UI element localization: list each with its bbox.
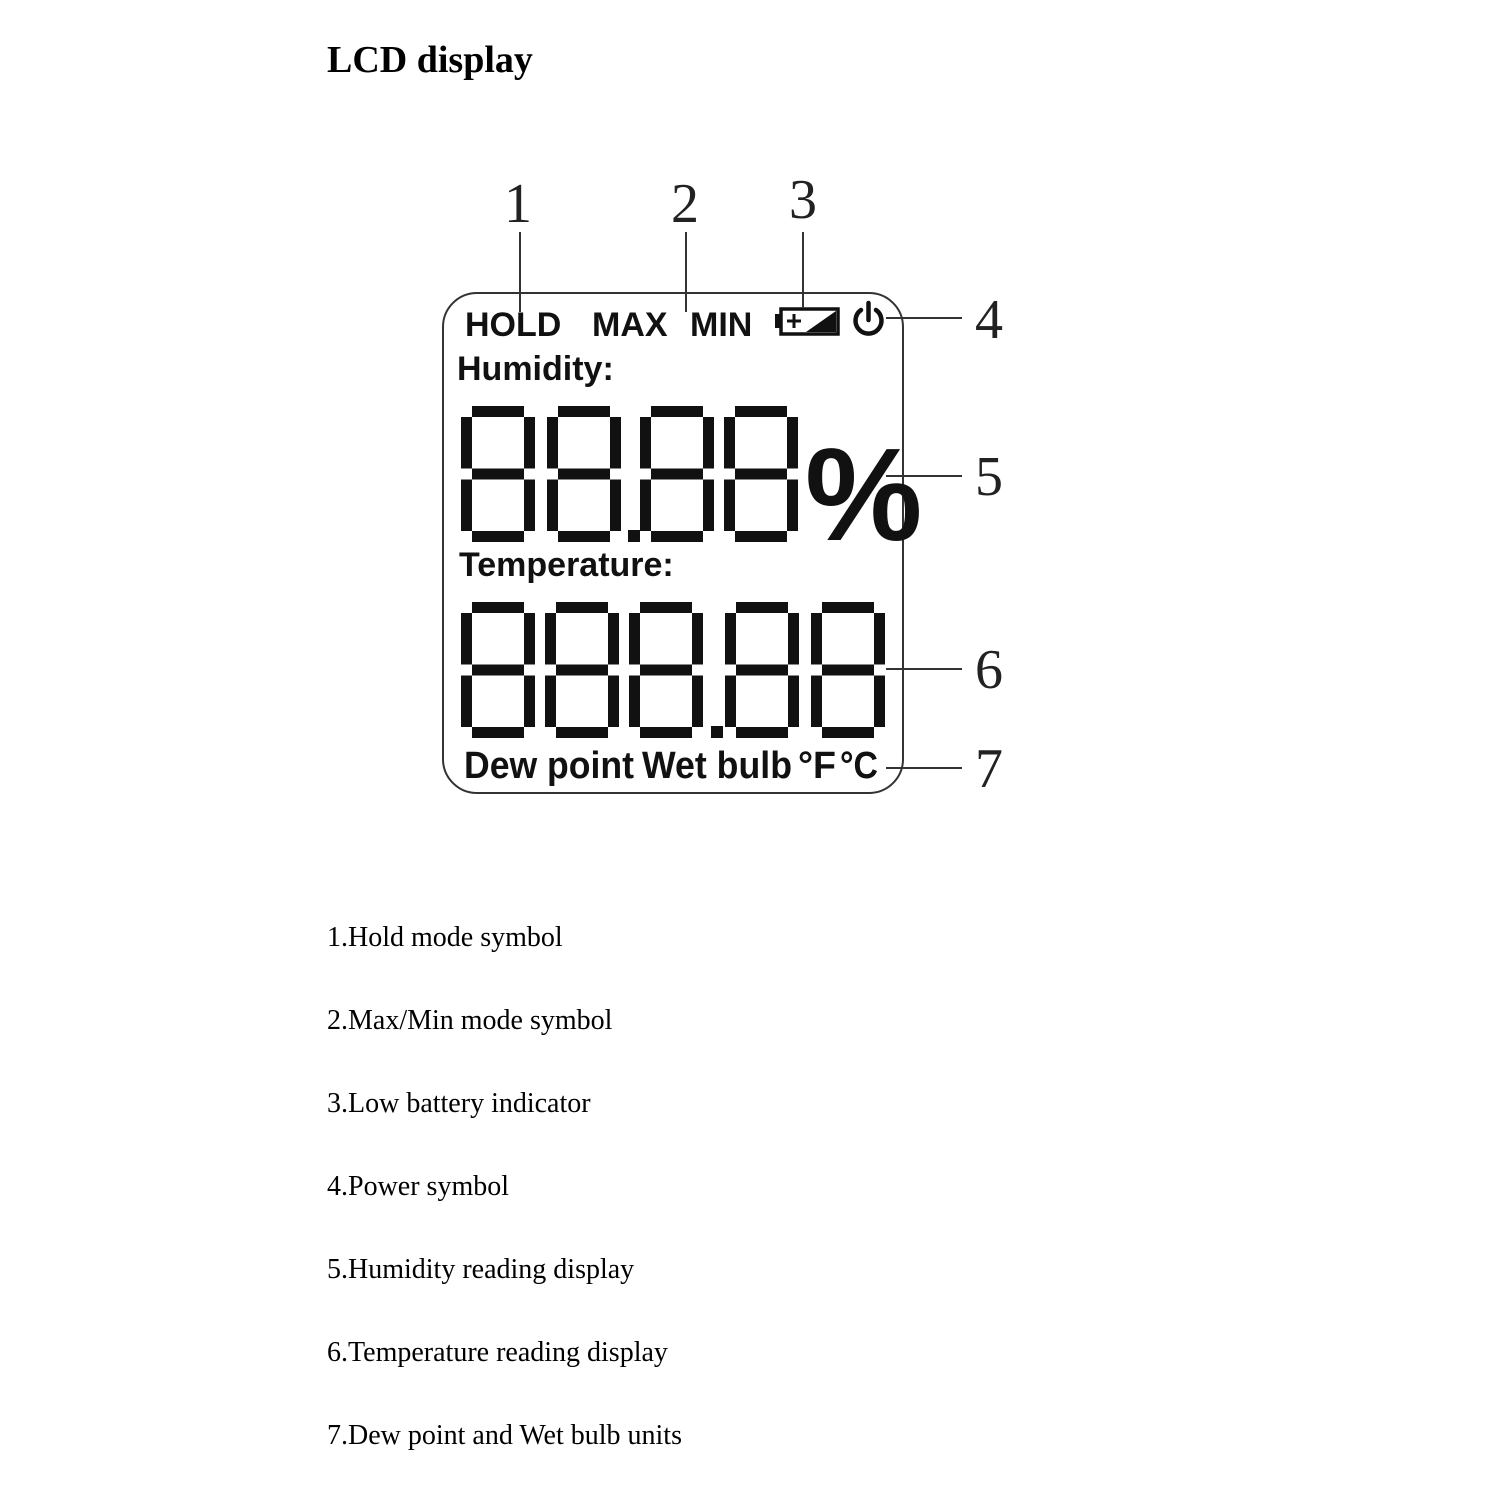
segment-b [524, 613, 535, 665]
callout-4: 4 [975, 289, 1003, 351]
segment-e [811, 676, 822, 728]
segment-e [629, 676, 640, 728]
segment-c [608, 676, 619, 728]
humidity-digit-1 [547, 406, 621, 542]
humidity-decimal-point [628, 530, 640, 542]
segment-g [735, 469, 787, 480]
segment-e [461, 480, 472, 532]
lcd-min-label: MIN [690, 306, 753, 344]
power-icon [856, 303, 882, 334]
temperature-digit-3 [725, 602, 799, 738]
segment-c [874, 676, 885, 728]
segment-f [461, 613, 472, 665]
segment-d [822, 727, 874, 738]
segment-f [629, 613, 640, 665]
segment-a [735, 406, 787, 417]
callout-6: 6 [975, 639, 1003, 701]
segment-c [788, 676, 799, 728]
segment-c [524, 480, 535, 532]
temperature-digit-4 [811, 602, 885, 738]
segment-g [558, 469, 610, 480]
lcd-temperature-label: Temperature: [459, 546, 674, 584]
segment-c [703, 480, 714, 532]
lcd-percent-sign: % [805, 421, 923, 568]
temperature-digits [461, 602, 885, 738]
callout-7: 7 [975, 738, 1003, 800]
temperature-digit-2 [629, 602, 703, 738]
segment-a [472, 406, 524, 417]
segment-e [545, 676, 556, 728]
segment-f [545, 613, 556, 665]
segment-d [472, 531, 524, 542]
segment-a [651, 406, 703, 417]
humidity-digits [461, 406, 798, 542]
humidity-digit-2 [640, 406, 714, 542]
legend-item-units: 7.Dew point and Wet bulb units [327, 1420, 682, 1451]
segment-g [736, 665, 788, 676]
segment-g [472, 469, 524, 480]
segment-g [822, 665, 874, 676]
segment-a [822, 602, 874, 613]
lcd-fahrenheit-label: °F [798, 745, 836, 787]
segment-d [735, 531, 787, 542]
temperature-digit-0 [461, 602, 535, 738]
segment-b [610, 417, 621, 469]
segment-d [640, 727, 692, 738]
segment-f [811, 613, 822, 665]
segment-c [524, 676, 535, 728]
humidity-digit-3 [724, 406, 798, 542]
segment-g [640, 665, 692, 676]
segment-e [547, 480, 558, 532]
segment-e [725, 676, 736, 728]
segment-b [692, 613, 703, 665]
segment-f [547, 417, 558, 469]
callout-1: 1 [504, 173, 532, 235]
segment-c [610, 480, 621, 532]
legend-item-humidity: 5.Humidity reading display [327, 1254, 635, 1285]
segment-b [788, 613, 799, 665]
lcd-humidity-label: Humidity: [457, 350, 614, 388]
segment-f [724, 417, 735, 469]
segment-e [461, 676, 472, 728]
segment-d [472, 727, 524, 738]
legend-item-hold: 1.Hold mode symbol [327, 922, 563, 953]
segment-b [787, 417, 798, 469]
segment-f [725, 613, 736, 665]
segment-g [651, 469, 703, 480]
callout-3: 3 [789, 169, 817, 231]
segment-f [461, 417, 472, 469]
callout-5: 5 [975, 446, 1003, 508]
segment-a [556, 602, 608, 613]
segment-b [874, 613, 885, 665]
segment-c [787, 480, 798, 532]
segment-c [692, 676, 703, 728]
battery-icon [775, 309, 838, 334]
segment-b [524, 417, 535, 469]
segment-d [556, 727, 608, 738]
temperature-decimal-point [711, 726, 723, 738]
legend-item-battery: 3.Low battery indicator [327, 1088, 591, 1119]
legend-item-power: 4.Power symbol [327, 1171, 509, 1202]
lcd-celsius-label: °C [840, 745, 878, 787]
callout-2: 2 [671, 173, 699, 235]
segment-b [703, 417, 714, 469]
segment-d [558, 531, 610, 542]
lcd-max-label: MAX [592, 306, 668, 344]
segment-g [556, 665, 608, 676]
legend-item-temperature: 6.Temperature reading display [327, 1337, 668, 1368]
segment-e [640, 480, 651, 532]
segment-a [640, 602, 692, 613]
lcd-wet-bulb-label: Wet bulb [642, 745, 792, 787]
segment-f [640, 417, 651, 469]
legend-item-max-min: 2.Max/Min mode symbol [327, 1005, 613, 1036]
lcd-hold-label: HOLD [465, 306, 562, 344]
segment-d [736, 727, 788, 738]
segment-e [724, 480, 735, 532]
segment-a [558, 406, 610, 417]
page-title: LCD display [327, 39, 533, 81]
humidity-digit-0 [461, 406, 535, 542]
segment-a [736, 602, 788, 613]
lcd-dew-point-label: Dew point [464, 745, 635, 787]
segment-d [651, 531, 703, 542]
segment-g [472, 665, 524, 676]
segment-b [608, 613, 619, 665]
segment-a [472, 602, 524, 613]
temperature-digit-1 [545, 602, 619, 738]
